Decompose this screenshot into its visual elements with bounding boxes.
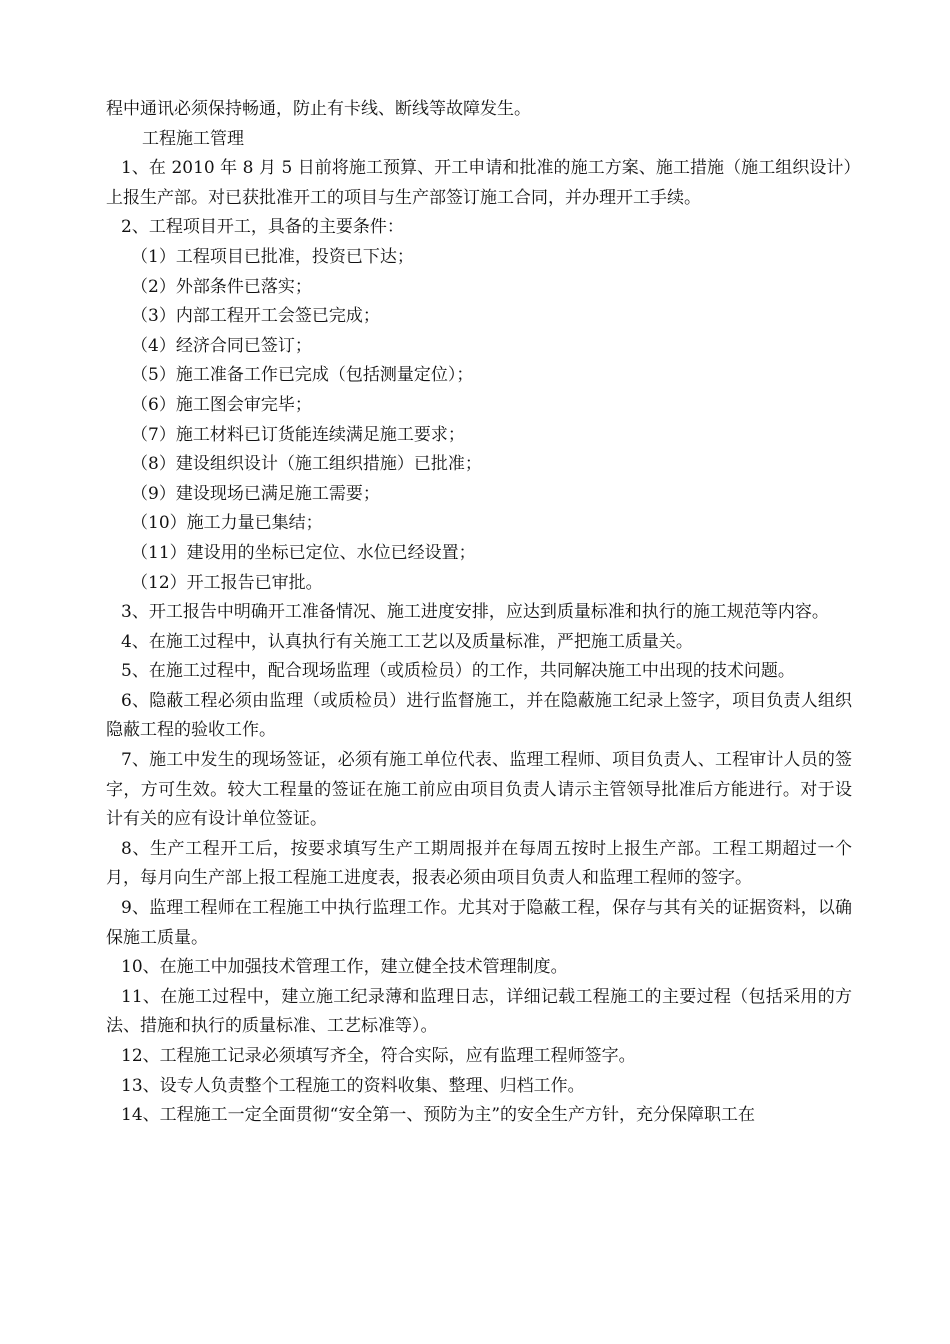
clause-5: 5、在施工过程中，配合现场监理（或质检员）的工作，共同解决施工中出现的技术问题。 xyxy=(121,661,795,682)
clause-4: 4、在施工过程中，认真执行有关施工工艺以及质量标准，严把施工质量关。 xyxy=(121,631,693,652)
clause-13: 13、设专人负责整个工程施工的资料收集、整理、归档工作。 xyxy=(121,1075,585,1096)
clause-3: 3、开工报告中明确开工准备情况、施工进度安排，应达到质量标准和执行的施工规范等内容。 xyxy=(121,602,829,623)
clause-2: 2、工程项目开工，具备的主要条件： xyxy=(121,217,404,238)
section-title: 工程施工管理 xyxy=(142,128,244,149)
clause-9: 9、监理工程师在工程施工中执行监理工作。尤其对于隐蔽工程，保存与其有关的证据资料，以确保施工质量。 xyxy=(106,898,852,948)
clause-12: 12、工程施工记录必须填写齐全，符合实际，应有监理工程师签字。 xyxy=(121,1046,636,1066)
condition-item: （10）施工力量已集结； xyxy=(131,513,323,534)
condition-item: （7）施工材料已订货能连续满足施工要求； xyxy=(131,424,465,445)
condition-item: （3）内部工程开工会签已完成； xyxy=(131,306,380,327)
condition-item: （1）工程项目已批准，投资已下达； xyxy=(131,246,414,267)
clause-1: 1、在 2010 年 8 月 5 日前将施工预算、开工申请和批准的施工方案、施工措施（施工组织设计）上报生产部。对已获批准开工的项目与生产部签订施工合同，并办理开工手续。 xyxy=(106,158,852,208)
condition-item: （11）建设用的坐标已定位、水位已经设置； xyxy=(131,542,476,563)
clause-14: 14、工程施工一定全面贯彻“安全第一、预防为主”的安全生产方针，充分保障职工在 xyxy=(121,1105,756,1126)
condition-item: （5）施工准备工作已完成（包括测量定位）； xyxy=(131,365,474,386)
clause-11: 11、在施工过程中，建立施工纪录薄和监理日志，详细记载工程施工的主要过程（包括采用的方法、措施和执行的质量标准、工艺标准等）。 xyxy=(106,986,852,1037)
clause-6: 6、隐蔽工程必须由监理（或质检员）进行监督施工，并在隐蔽施工纪录上签字，项目负责人组织隐蔽工程的验收工作。 xyxy=(106,690,852,741)
condition-item: （2）外部条件已落实； xyxy=(131,276,312,297)
document-body xyxy=(106,95,852,1131)
condition-item: （12）开工报告已审批。 xyxy=(131,572,323,593)
condition-item: （6）施工图会审完毕； xyxy=(131,394,312,415)
continuation-paragraph: 程中通讯必须保持畅通，防止有卡线、断线等故障发生。 xyxy=(106,99,531,119)
clause-8: 8、生产工程开工后，按要求填写生产工期周报并在每周五按时上报生产部。工程工期超过一个月，每月向生产部上报工程施工进度表，报表必须由项目负责人和监理工程师的签字。 xyxy=(106,838,852,889)
clause-10: 10、在施工中加强技术管理工作，建立健全技术管理制度。 xyxy=(121,957,568,978)
condition-item: （4）经济合同已签订； xyxy=(131,335,312,356)
condition-item: （8）建设组织设计（施工组织措施）已批准； xyxy=(131,454,482,475)
condition-item: （9）建设现场已满足施工需要； xyxy=(131,483,380,504)
clause-7: 7、施工中发生的现场签证，必须有施工单位代表、监理工程师、项目负责人、工程审计人员的签字，方可生效。较大工程量的签证在施工前应由项目负责人请示主管领导批准后方能进行。对于设计有关的应有设计单位签证。 xyxy=(106,750,852,830)
